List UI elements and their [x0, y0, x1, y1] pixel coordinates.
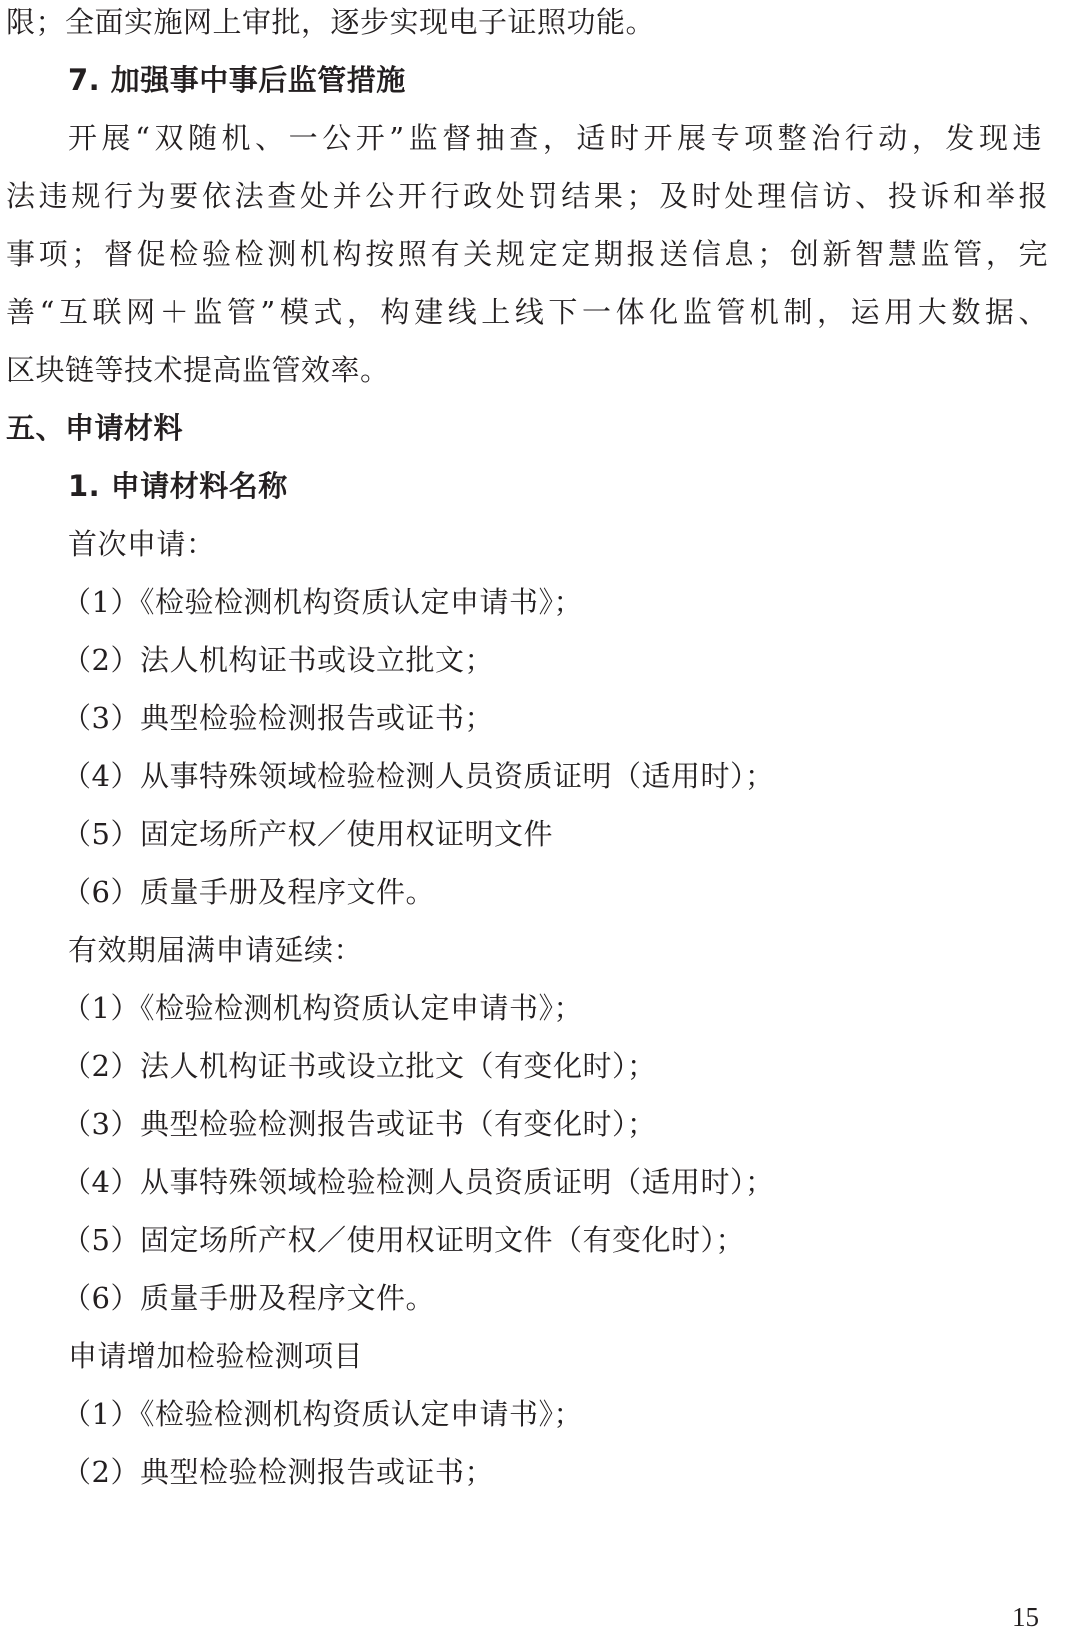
- paragraph-line: 区块链等技术提高监管效率。: [6, 353, 390, 387]
- subsection-heading: 1. 申请材料名称: [68, 469, 288, 503]
- list-item: （1）《检验检测机构资质认定申请书》；: [62, 991, 583, 1025]
- list-item: （1）《检验检测机构资质认定申请书》；: [62, 1397, 583, 1431]
- paragraph-line: 事项；督促检验检测机构按照有关规定定期报送信息；创新智慧监管，完: [6, 237, 1048, 271]
- list-item: （3）典型检验检测报告或证书；: [62, 701, 494, 735]
- list-item: （2）法人机构证书或设立批文（有变化时）；: [62, 1049, 657, 1083]
- list-item: （4）从事特殊领域检验检测人员资质证明（适用时）；: [62, 1165, 775, 1199]
- renewal-label: 有效期届满申请延续：: [68, 933, 364, 967]
- first-application-label: 首次申请：: [68, 527, 216, 561]
- list-item: （1）《检验检测机构资质认定申请书》；: [62, 585, 583, 619]
- list-item: （5）固定场所产权／使用权证明文件: [62, 817, 553, 851]
- list-item: （6）质量手册及程序文件。: [62, 875, 435, 909]
- section-7-heading: 7. 加强事中事后监管措施: [68, 63, 406, 97]
- list-item: （4）从事特殊领域检验检测人员资质证明（适用时）；: [62, 759, 775, 793]
- continuation-text: 限；全面实施网上审批，逐步实现电子证照功能。: [6, 5, 656, 39]
- list-item: （6）质量手册及程序文件。: [62, 1281, 435, 1315]
- section-5-heading: 五、申请材料: [6, 411, 184, 445]
- list-item: （2）法人机构证书或设立批文；: [62, 643, 494, 677]
- list-item: （3）典型检验检测报告或证书（有变化时）；: [62, 1107, 657, 1141]
- list-item: （5）固定场所产权／使用权证明文件（有变化时）；: [62, 1223, 745, 1257]
- paragraph-line: 开展“双随机、一公开”监督抽查，适时开展专项整治行动，发现违: [68, 121, 1042, 155]
- list-item: （2）典型检验检测报告或证书；: [62, 1455, 494, 1489]
- page-number: 15: [1012, 1602, 1039, 1632]
- add-items-label: 申请增加检验检测项目: [68, 1339, 364, 1373]
- paragraph-line: 善“互联网＋监管”模式，构建线上线下一体化监管机制，运用大数据、: [6, 295, 1048, 329]
- paragraph-line: 法违规行为要依法查处并公开行政处罚结果；及时处理信访、投诉和举报: [6, 179, 1048, 213]
